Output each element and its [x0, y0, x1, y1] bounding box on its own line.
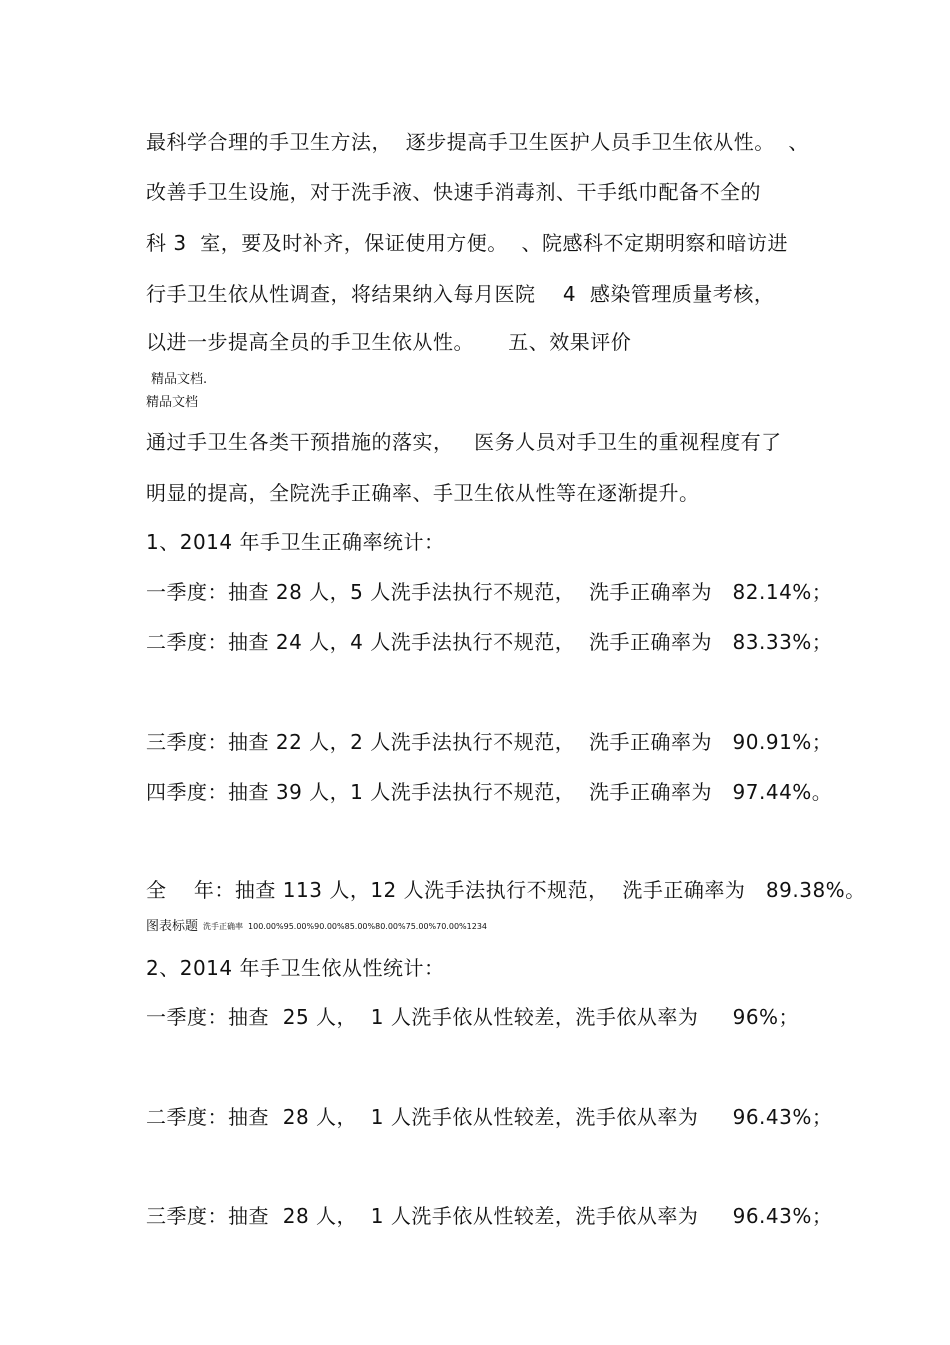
compliance-line-q3: 三季度：抽查 28 人， 1 人洗手依从性较差，洗手依从率为 96.43%； — [146, 1204, 833, 1228]
chart-axis-labels: 100.00%95.00%90.00%85.00%80.00%75.00%70.00%1234 — [248, 922, 487, 931]
accuracy-line-q3: 三季度：抽查 22 人，2 人洗手法执行不规范， 洗手正确率为 90.91%； — [146, 730, 833, 754]
accuracy-line-year: 全 年：抽查 113 人，12 人洗手法执行不规范， 洗手正确率为 89.38%。 — [146, 878, 866, 902]
chart-remnant — [146, 919, 487, 935]
accuracy-line-q2: 二季度：抽查 24 人，4 人洗手法执行不规范， 洗手正确率为 83.33%； — [146, 630, 833, 654]
section-title-compliance: 2、2014 年手卫生依从性统计： — [146, 956, 445, 980]
section-title-accuracy: 1、2014 年手卫生正确率统计： — [146, 530, 445, 554]
body-line-1: 最科学合理的手卫生方法， 逐步提高手卫生医护人员手卫生依从性。 、 — [146, 130, 809, 154]
body-line-3: 科 3 室，要及时补齐，保证使用方便。 、院感科不定期明察和暗访进 — [146, 231, 789, 255]
watermark-text: 精品文档 — [146, 395, 199, 410]
compliance-line-q1: 一季度：抽查 25 人， 1 人洗手依从性较差，洗手依从率为 96%； — [146, 1005, 800, 1029]
body-line-2: 改善手卫生设施，对于洗手液、快速手消毒剂、干手纸巾配备不全的 — [146, 180, 761, 204]
body-line-4: 行手卫生依从性调查，将结果纳入每月医院 4 感染管理质量考核， — [146, 282, 775, 306]
watermark-text: 精品文档. — [151, 372, 208, 387]
compliance-line-q2: 二季度：抽查 28 人， 1 人洗手依从性较差，洗手依从率为 96.43%； — [146, 1105, 833, 1129]
effect-line-1: 通过手卫生各类干预措施的落实， 医务人员对手卫生的重视程度有了 — [146, 430, 782, 454]
body-line-5: 以进一步提高全员的手卫生依从性。 五、效果评价 — [146, 330, 632, 354]
effect-line-2: 明显的提高，全院洗手正确率、手卫生依从性等在逐渐提升。 — [146, 481, 700, 505]
accuracy-line-q4: 四季度：抽查 39 人，1 人洗手法执行不规范， 洗手正确率为 97.44%。 — [146, 780, 833, 804]
chart-series-label: 洗手正确率 — [203, 922, 244, 931]
chart-title: 图表标题 — [146, 919, 199, 934]
accuracy-line-q1: 一季度：抽查 28 人，5 人洗手法执行不规范， 洗手正确率为 82.14%； — [146, 580, 833, 604]
